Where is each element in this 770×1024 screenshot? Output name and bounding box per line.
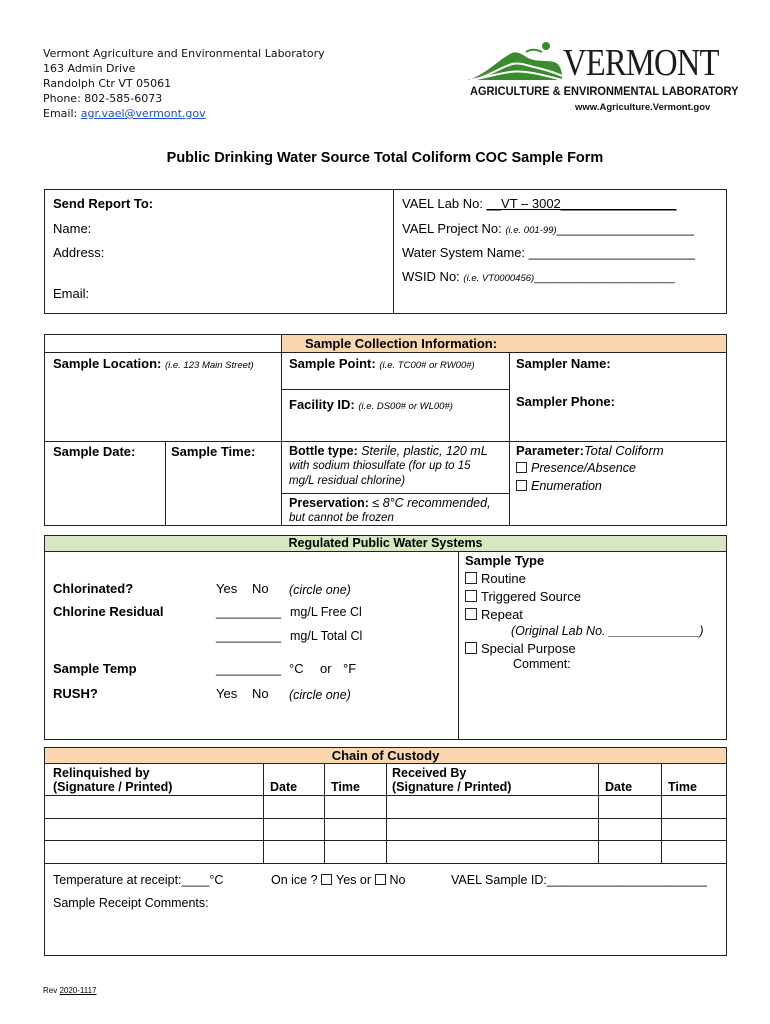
collection-divider-1 (281, 334, 282, 526)
regulated-header: Regulated Public Water Systems (288, 536, 483, 550)
free-cl-label: mg/L Free Cl (290, 605, 362, 619)
lab-email-row (43, 106, 325, 121)
relinquished-header (53, 766, 172, 794)
custody-date2-header: Date (605, 780, 633, 794)
collection-row-rule (44, 441, 727, 442)
on-ice-label: On ice ? (271, 873, 322, 887)
bottle-type-block (289, 444, 488, 489)
lab-name: Vermont Agriculture and Environmental Laboratory (43, 47, 325, 60)
enumeration-option[interactable] (516, 479, 602, 493)
lab-street: 163 Admin Drive (43, 62, 136, 75)
temp-or: or (320, 661, 332, 676)
free-cl-line[interactable]: _________ (216, 604, 282, 619)
water-system-line: _______________________ (528, 245, 695, 260)
presence-absence-option[interactable] (516, 461, 636, 475)
chlorinated-no[interactable]: No (252, 581, 269, 596)
lab-city: Randolph Ctr VT 05061 (43, 77, 172, 90)
triggered-checkbox[interactable] (465, 590, 477, 602)
vael-sample-id-line: _______________________ (546, 873, 707, 887)
project-no-hint: (i.e. 001-99) (505, 225, 557, 236)
sample-location-field[interactable] (53, 356, 254, 371)
wsid-line: _______________________ (534, 272, 675, 284)
triggered-label: Triggered Source (481, 589, 581, 604)
comment-field[interactable]: Comment: (513, 657, 571, 671)
special-purpose-option[interactable] (465, 641, 576, 656)
chlorinated-circle-hint: (circle one) (289, 583, 351, 597)
vael-sample-id-label: VAEL Sample ID: (451, 873, 547, 887)
custody-col-5 (661, 763, 662, 863)
vael-sample-id-field[interactable] (451, 873, 707, 887)
report-divider (393, 189, 394, 314)
collection-divider-2 (509, 352, 510, 526)
collection-header: Sample Collection Information: (304, 336, 498, 351)
point-facility-rule (281, 389, 509, 390)
regulated-header-rule (44, 551, 727, 552)
custody-time-header: Time (331, 780, 360, 794)
custody-col-1 (263, 763, 264, 863)
rush-circle-hint: (circle one) (289, 688, 351, 702)
temperature-receipt-label: Temperature at receipt: (53, 873, 182, 887)
sample-type-label: Sample Type (465, 553, 545, 568)
received-header-2: (Signature / Printed) (392, 780, 512, 794)
chlorinated-label: Chlorinated? (53, 581, 134, 596)
repeat-label: Repeat (481, 607, 523, 622)
sample-temp-line[interactable]: _________ (216, 661, 282, 676)
triggered-option[interactable] (465, 589, 581, 604)
water-system-label: Water System Name: (402, 245, 529, 260)
project-no-label: VAEL Project No: (402, 221, 506, 236)
project-no-line: ___________________ (556, 221, 694, 236)
sampler-name-field[interactable]: Sampler Name: (516, 356, 611, 371)
temp-fahrenheit[interactable]: °F (343, 661, 357, 676)
collection-header-rule (44, 352, 727, 353)
relinquished-header-2: (Signature / Printed) (53, 780, 173, 794)
lab-no-label: VAEL Lab No: (402, 196, 487, 211)
wsid-row[interactable] (402, 269, 675, 284)
original-lab-no-field[interactable]: (Original Lab No. _____________) (511, 624, 704, 638)
custody-col-4 (598, 763, 599, 863)
bottle-type-text-3: mg/L residual chlorine) (289, 475, 406, 487)
date-time-divider (165, 441, 166, 526)
preservation-label: Preservation: (289, 496, 369, 510)
custody-col-2 (324, 763, 325, 863)
on-ice-yes-label: Yes (336, 873, 357, 887)
revision-label (43, 986, 97, 995)
bottle-type-text-2: with sodium thiosulfate (for up to 15 (289, 460, 471, 472)
send-report-to-label: Send Report To: (53, 196, 154, 211)
custody-row-rule-1 (44, 795, 727, 796)
lab-no-row[interactable] (402, 196, 676, 211)
routine-label: Routine (481, 571, 526, 586)
custody-row-rule-3 (44, 840, 727, 841)
lab-no-value: __VT – 3002________________ (486, 196, 677, 211)
presence-absence-label: Presence/Absence (531, 461, 636, 475)
custody-header: Chain of Custody (331, 748, 440, 763)
temperature-receipt-unit: °C (209, 873, 224, 887)
wsid-label: WSID No: (402, 269, 464, 284)
preservation-text-2: but cannot be frozen (289, 512, 394, 524)
special-purpose-checkbox[interactable] (465, 642, 477, 654)
total-cl-label: mg/L Total Cl (290, 629, 363, 643)
facility-id-label: Facility ID: (289, 397, 355, 412)
received-header-1: Received By (392, 766, 467, 780)
on-ice-yes-checkbox[interactable] (321, 874, 332, 885)
wsid-hint: (i.e. VT0000456) (463, 273, 535, 284)
facility-id-field[interactable] (289, 397, 453, 412)
received-header (392, 766, 511, 794)
parameter-value: Total Coliform (583, 443, 664, 458)
relinquished-header-1: Relinquished by (53, 766, 150, 780)
total-cl-line[interactable]: _________ (216, 628, 282, 643)
bottle-type-label: Bottle type: (289, 444, 358, 458)
enumeration-checkbox[interactable] (516, 480, 527, 491)
preservation-text-1: ≤ 8°C recommended, (368, 496, 491, 510)
custody-date-header: Date (270, 780, 298, 794)
form-title: Public Drinking Water Source Total Coliform COC Sample Form (166, 150, 604, 166)
sample-temp-label: Sample Temp (53, 661, 137, 676)
sample-date-field[interactable]: Sample Date: (53, 444, 136, 459)
routine-checkbox[interactable] (465, 572, 477, 584)
lab-address-block (43, 46, 325, 121)
sample-location-hint: (i.e. 123 Main Street) (164, 360, 254, 371)
water-system-row[interactable] (402, 245, 695, 260)
name-field[interactable]: Name: (53, 221, 92, 236)
sample-time-field[interactable]: Sample Time: (171, 444, 256, 459)
on-ice-no-label: No (389, 873, 406, 887)
revision-value: 2020-1117 (59, 986, 97, 995)
rush-label: RUSH? (53, 686, 98, 701)
custody-row-rule-4 (44, 863, 727, 864)
rush-no[interactable]: No (252, 686, 269, 701)
revision-prefix: Rev (43, 986, 60, 995)
repeat-checkbox[interactable] (465, 608, 477, 620)
repeat-option[interactable] (465, 607, 523, 622)
temp-celsius[interactable]: °C (289, 661, 304, 676)
logo-url: www.Agriculture.Vermont.gov (575, 102, 711, 113)
on-ice-field (271, 873, 406, 887)
presence-absence-checkbox[interactable] (516, 462, 527, 473)
parameter-label: Parameter: (516, 443, 584, 458)
on-ice-or: or (359, 873, 372, 887)
chlorine-residual-label: Chlorine Residual (53, 604, 164, 619)
custody-row-rule-2 (44, 818, 727, 819)
preservation-block (289, 496, 491, 526)
logo-wordmark: VERMONT (563, 42, 719, 84)
lab-email-label: Email: (43, 107, 81, 120)
custody-col-3 (386, 763, 387, 863)
project-no-row[interactable] (402, 221, 694, 236)
logo-subtitle: AGRICULTURE & ENVIRONMENTAL LABORATORY (470, 86, 739, 98)
rush-yes[interactable]: Yes (216, 686, 238, 701)
facility-id-hint: (i.e. DS00# or WL00#) (358, 401, 453, 412)
sample-location-label: Sample Location: (53, 356, 162, 371)
sample-point-label: Sample Point: (289, 356, 376, 371)
custody-time2-header: Time (668, 780, 697, 794)
on-ice-no-checkbox[interactable] (375, 874, 386, 885)
email-field[interactable]: Email: (53, 286, 90, 301)
lab-phone: Phone: 802-585-6073 (43, 92, 163, 105)
chlorinated-yes[interactable]: Yes (216, 581, 238, 596)
bottle-preservation-rule (281, 493, 509, 494)
temperature-receipt-line: ____ (181, 873, 210, 887)
routine-option[interactable] (465, 571, 526, 586)
special-purpose-label: Special Purpose (481, 641, 576, 656)
sample-point-hint: (i.e. TC00# or RW00#) (379, 360, 475, 371)
address-field[interactable]: Address: (53, 245, 105, 260)
temperature-receipt-field[interactable] (53, 873, 223, 887)
sample-point-field[interactable] (289, 356, 475, 371)
sample-receipt-comments[interactable]: Sample Receipt Comments: (53, 896, 209, 910)
lab-email-link[interactable]: agr.vael@vermont.gov (80, 107, 206, 120)
regulated-divider (458, 551, 459, 740)
enumeration-label: Enumeration (531, 479, 602, 493)
sampler-phone-field[interactable]: Sampler Phone: (516, 394, 615, 409)
parameter-row (516, 443, 664, 458)
bottle-type-text-1: Sterile, plastic, 120 mL (357, 444, 488, 458)
